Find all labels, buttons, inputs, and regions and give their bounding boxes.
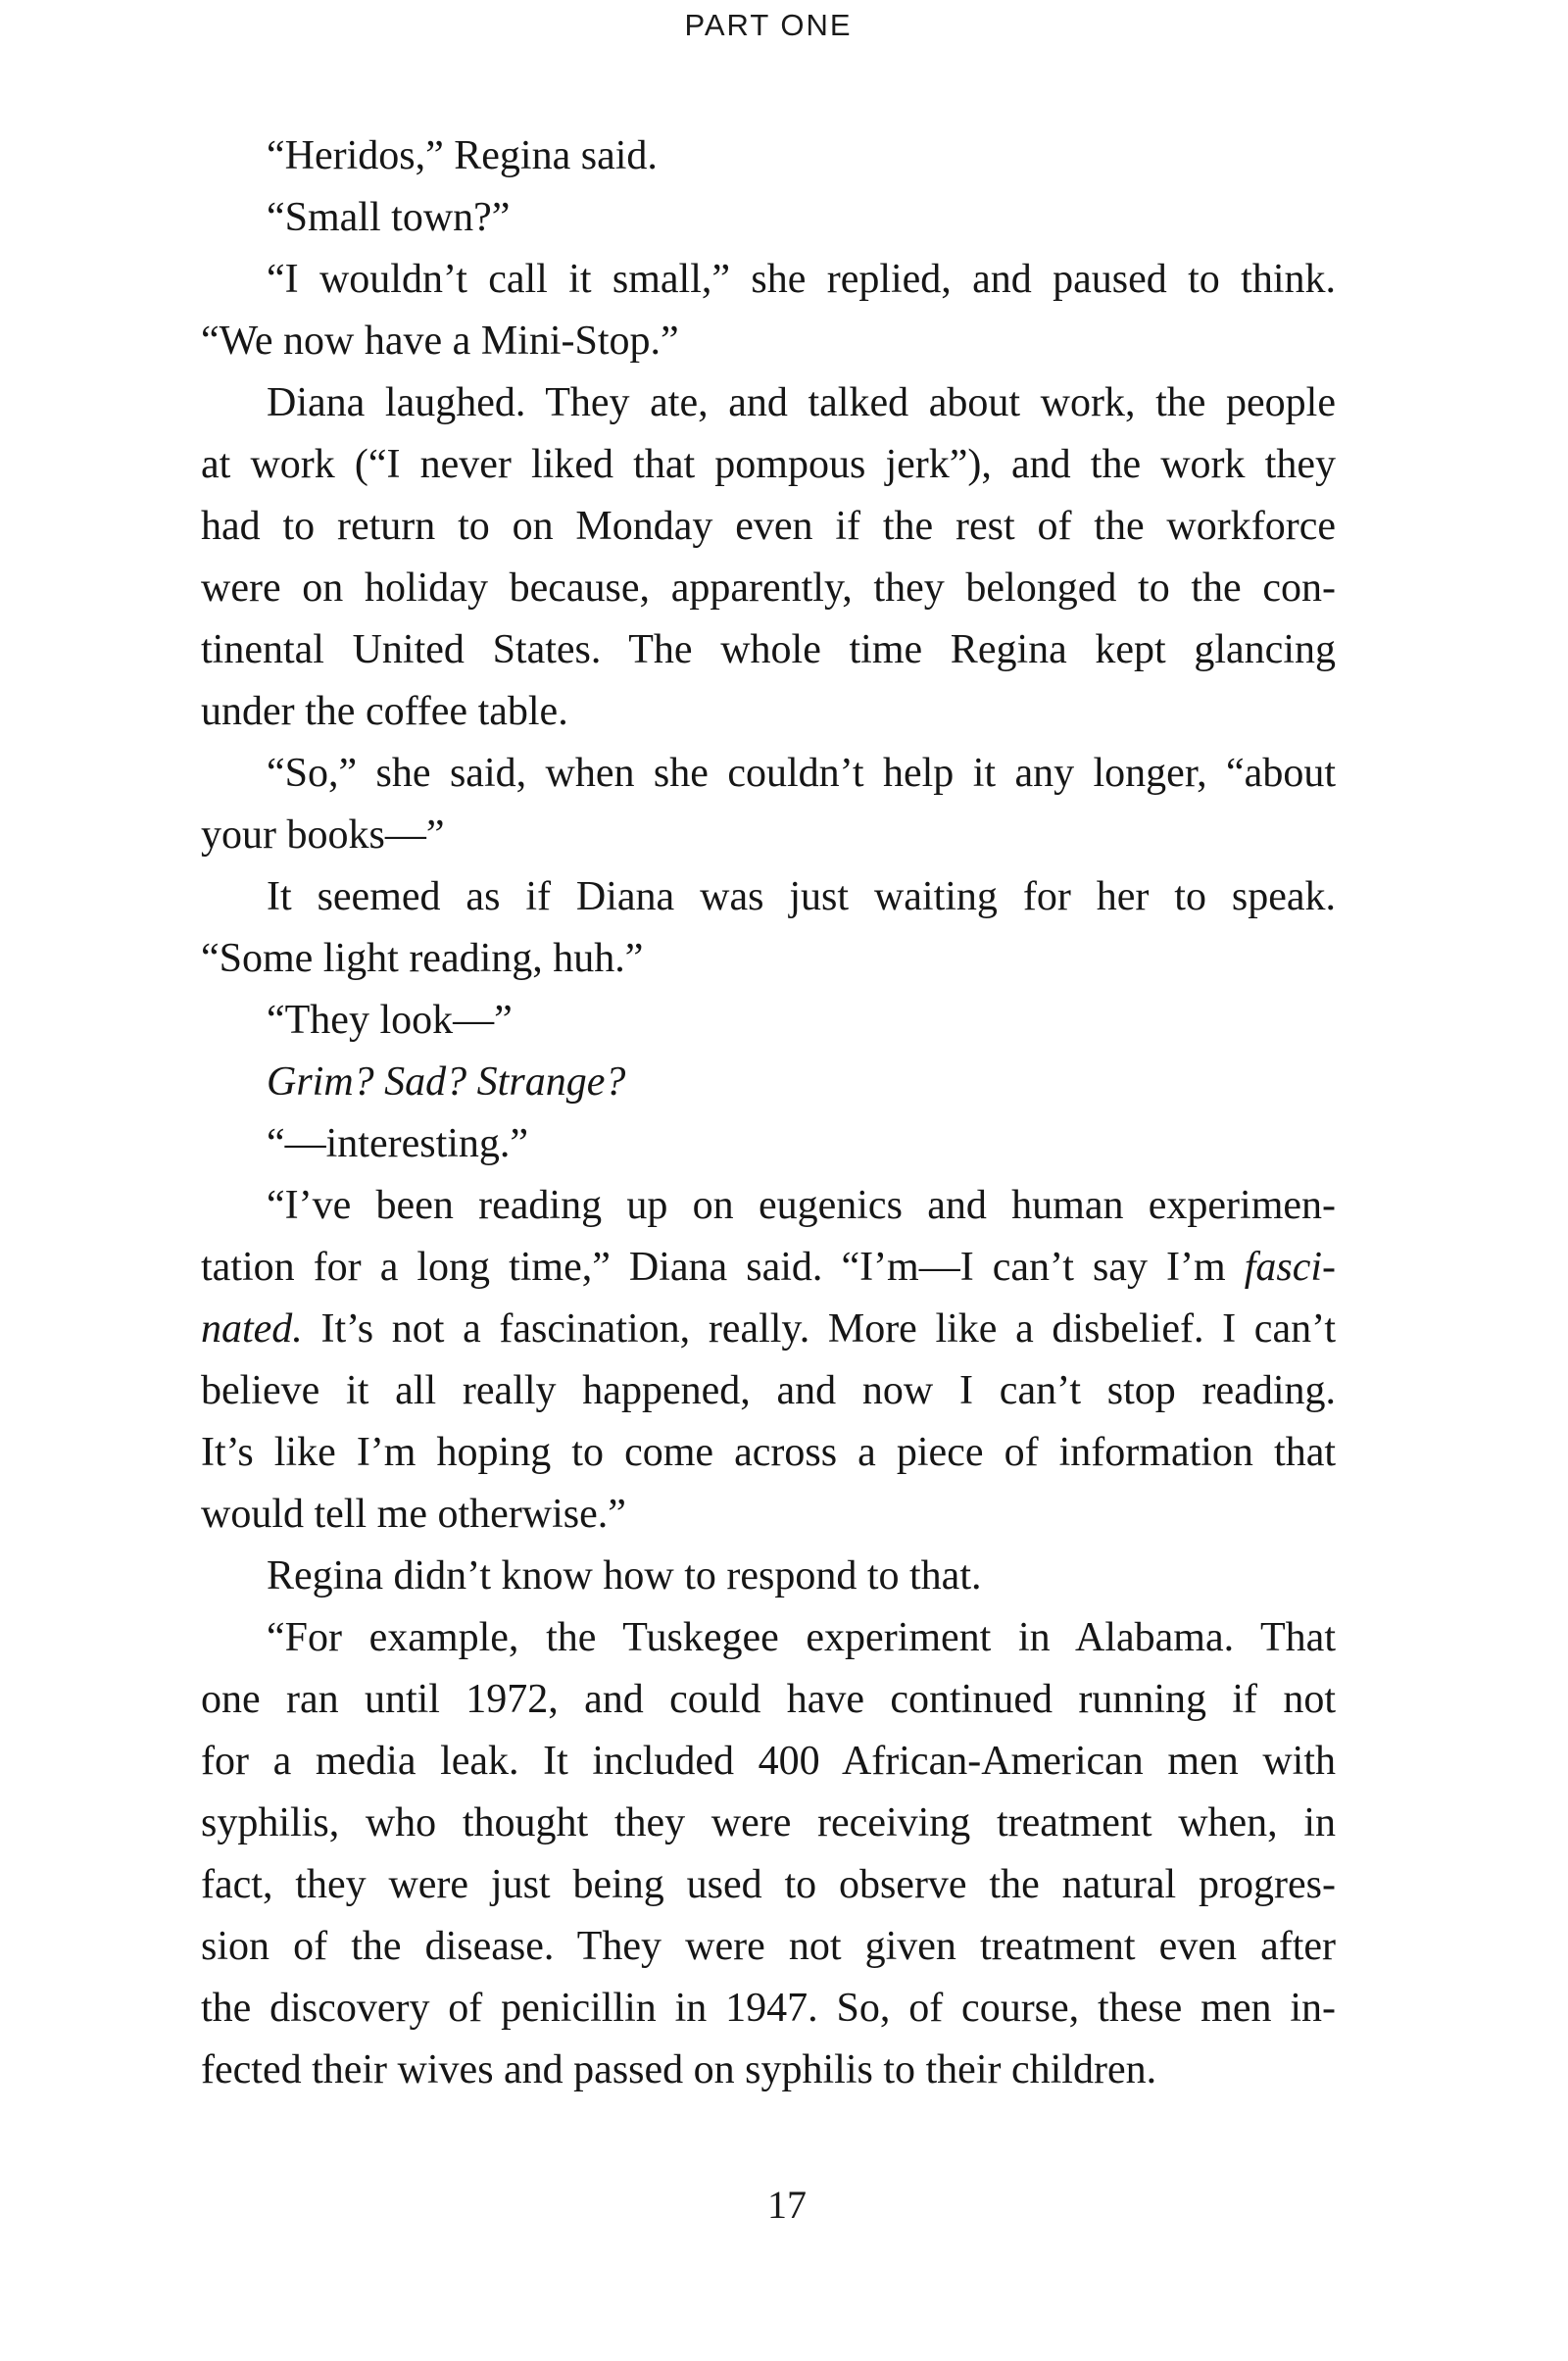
text-run: “They look—” [267, 998, 513, 1043]
text-run: your books—” [201, 812, 445, 858]
text-run: Regina didn’t know how to respond to that. [267, 1553, 982, 1599]
text-line-32 [201, 2040, 1336, 2101]
text-line-22 [201, 1422, 1336, 1484]
text-run: “—interesting.” [267, 1121, 529, 1166]
text-line-20 [201, 1299, 1336, 1360]
text-run: “Heridos,” Regina said. [267, 133, 658, 178]
text-line-25 [201, 1607, 1336, 1669]
text-run: “So,” she said, when she couldn’t help it any longer, “about [267, 751, 1336, 796]
text-run: tation for a long time,” Diana said. “I’m—I can’t say I’m [201, 1245, 1245, 1290]
text-line-21 [201, 1360, 1336, 1422]
text-line-1 [201, 125, 1336, 187]
text-line-5 [201, 372, 1336, 434]
text-line-31 [201, 1978, 1336, 2040]
text-line-13 [201, 866, 1336, 928]
text-line-19 [201, 1237, 1336, 1299]
text-run: tinental United States. The whole time Regina kept glancing [201, 627, 1336, 672]
text-line-6 [201, 434, 1336, 496]
text-run: the discovery of penicillin in 1947. So, of course, these men in- [201, 1986, 1336, 2031]
text-line-27 [201, 1731, 1336, 1793]
text-run: for a media leak. It included 400 African-American men with [201, 1739, 1336, 1784]
text-run: fected their wives and passed on syphilis to their children. [201, 2047, 1157, 2092]
text-line-2 [201, 187, 1336, 249]
text-line-9 [201, 619, 1336, 681]
text-line-28 [201, 1793, 1336, 1854]
text-run: “For example, the Tuskegee experiment in Alabama. That [267, 1615, 1336, 1660]
text-run: It’s not a fascination, really. More like a disbelief. I can’t [302, 1306, 1336, 1352]
text-line-29 [201, 1854, 1336, 1916]
text-line-26 [201, 1669, 1336, 1731]
text-line-16 [201, 1052, 1336, 1113]
text-run: “I wouldn’t call it small,” she replied, and paused to think. [267, 257, 1336, 302]
text-run: were on holiday because, apparently, they belonged to the con- [201, 566, 1336, 611]
italic-text-run: Grim? Sad? Strange? [267, 1059, 626, 1105]
text-run: fact, they were just being used to observe the natural progres- [201, 1862, 1336, 1907]
book-page [201, 0, 1336, 2225]
text-line-14 [201, 928, 1336, 990]
text-run: under the coffee table. [201, 689, 568, 734]
text-line-17 [201, 1113, 1336, 1175]
text-line-18 [201, 1175, 1336, 1237]
text-line-10 [201, 681, 1336, 743]
text-line-4 [201, 311, 1336, 372]
text-line-15 [201, 990, 1336, 1052]
text-run: had to return to on Monday even if the rest of the workforce [201, 504, 1336, 549]
text-line-24 [201, 1546, 1336, 1607]
text-line-11 [201, 743, 1336, 805]
italic-text-run: fasci- [1244, 1245, 1336, 1290]
text-line-3 [201, 249, 1336, 311]
italic-text-run: nated. [201, 1306, 303, 1352]
text-run: syphilis, who thought they were receiving treatment when, in [201, 1800, 1336, 1845]
part-heading: PART ONE [684, 8, 853, 42]
text-run: “We now have a Mini-Stop.” [201, 319, 679, 364]
page-number: 17 [767, 2183, 807, 2227]
text-run: at work (“I never liked that pompous jerk”), and the work they [201, 442, 1336, 487]
text-line-30 [201, 1916, 1336, 1978]
text-line-8 [201, 558, 1336, 619]
text-run: believe it all really happened, and now I can’t stop reading. [201, 1368, 1336, 1413]
text-line-23 [201, 1484, 1336, 1546]
body-text [201, 125, 1336, 2101]
text-run: “Small town?” [267, 195, 511, 240]
text-line-7 [201, 496, 1336, 558]
text-run: “Some light reading, huh.” [201, 936, 644, 981]
text-run: “I’ve been reading up on eugenics and human experimen- [267, 1183, 1336, 1228]
text-run: Diana laughed. They ate, and talked about work, the people [267, 380, 1336, 425]
text-run: It’s like I’m hoping to come across a piece of information that [201, 1430, 1336, 1475]
text-run: sion of the disease. They were not given treatment even after [201, 1924, 1336, 1969]
text-run: one ran until 1972, and could have continued running if not [201, 1677, 1336, 1722]
text-line-12 [201, 805, 1336, 866]
text-run: It seemed as if Diana was just waiting for her to speak. [267, 874, 1336, 919]
text-run: would tell me otherwise.” [201, 1492, 626, 1537]
